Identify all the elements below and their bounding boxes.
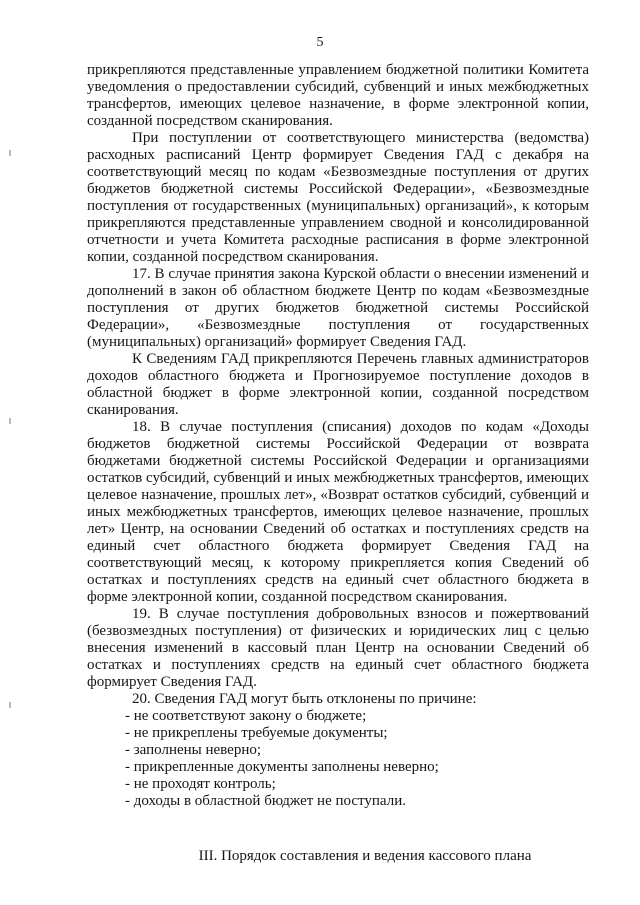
section-heading: III. Порядок составления и ведения кассового плана bbox=[198, 848, 532, 864]
paragraph: прикрепляются представленные управлением бюджетной политики Комитета уведомления о предоставлении субсидий, субвенций и иных межбюджетных трансфертов, имеющих целевое назначение, в форме электронной копии, созданной посредством сканирования. bbox=[87, 62, 589, 129]
scan-mark bbox=[9, 418, 11, 424]
list-item: - заполнены неверно; bbox=[125, 742, 262, 758]
rejection-reasons-list bbox=[87, 708, 589, 810]
list-item: - не проходят контроль; bbox=[125, 776, 276, 792]
page-number: 5 bbox=[316, 35, 324, 50]
scan-mark bbox=[9, 702, 11, 708]
list-item: - доходы в областной бюджет не поступали. bbox=[125, 793, 406, 809]
paragraph-item-20: 20. Сведения ГАД могут быть отклонены по причине: bbox=[132, 691, 477, 707]
paragraph-item-17: 17. В случае принятия закона Курской области о внесении изменений и дополнений в закон об областном бюджете Центр по кодам «Безвозмездные поступления от других бюджетов бюджетной системы Российской Федерации», «Безвозмездные поступления от государственных (муниципальных) организаций» формирует Сведения ГАД. bbox=[87, 266, 589, 350]
list-item: - прикрепленные документы заполнены неверно; bbox=[125, 759, 439, 775]
paragraph-item-18: 18. В случае поступления (списания) доходов по кодам «Доходы бюджетов бюджетной системы Российской Федерации от возврата бюджетами бюджетной системы Российской Федерации и организациями остатков субсидий, субвенций и иных межбюджетных трансфертов, имеющих целевое назначение, прошлых лет», «Возврат остатков субсидий, субвенций и иных межбюджетных трансфертов, имеющих целевое назначение, прошлых лет» Центр, на основании Сведений об остатках и поступлениях средств на единый счет областного бюджета формирует Сведения ГАД на соответствующий месяц, к которому прикрепляется копия Сведений об остатках и поступлениях средств на единый счет областного бюджета в форме электронной копии, созданной посредством сканирования. bbox=[87, 419, 589, 605]
list-item: - не соответствуют закону о бюджете; bbox=[125, 708, 367, 724]
paragraph-item-19: 19. В случае поступления добровольных взносов и пожертвований (безвозмездных поступления) от физических и юридических лиц с целью внесения изменений в кассовый план Центр на основании Сведений об остатках и поступлениях средств на единый счет областного бюджета формирует Сведения ГАД. bbox=[87, 606, 589, 690]
paragraph: К Сведениям ГАД прикрепляются Перечень главных администраторов доходов областного бюджета и Прогнозируемое поступление доходов в областной бюджет в форме электронной копии, созданной посредством сканирования. bbox=[87, 351, 589, 418]
list-item: - не прикреплены требуемые документы; bbox=[125, 725, 388, 741]
scan-mark bbox=[9, 150, 11, 156]
document-body bbox=[87, 62, 589, 810]
paragraph: При поступлении от соответствующего министерства (ведомства) расходных расписаний Центр формирует Сведения ГАД с декабря на соответствующий месяц по кодам «Безвозмездные поступления от других бюджетов бюджетной системы Российской Федерации», «Безвозмездные поступления от государственных (муниципальных) организаций», к которым прикрепляются представленные управлением сводной и консолидированной отчетности и учета Комитета расходные расписания в форме электронной копии, созданной посредством сканирования. bbox=[87, 130, 589, 265]
